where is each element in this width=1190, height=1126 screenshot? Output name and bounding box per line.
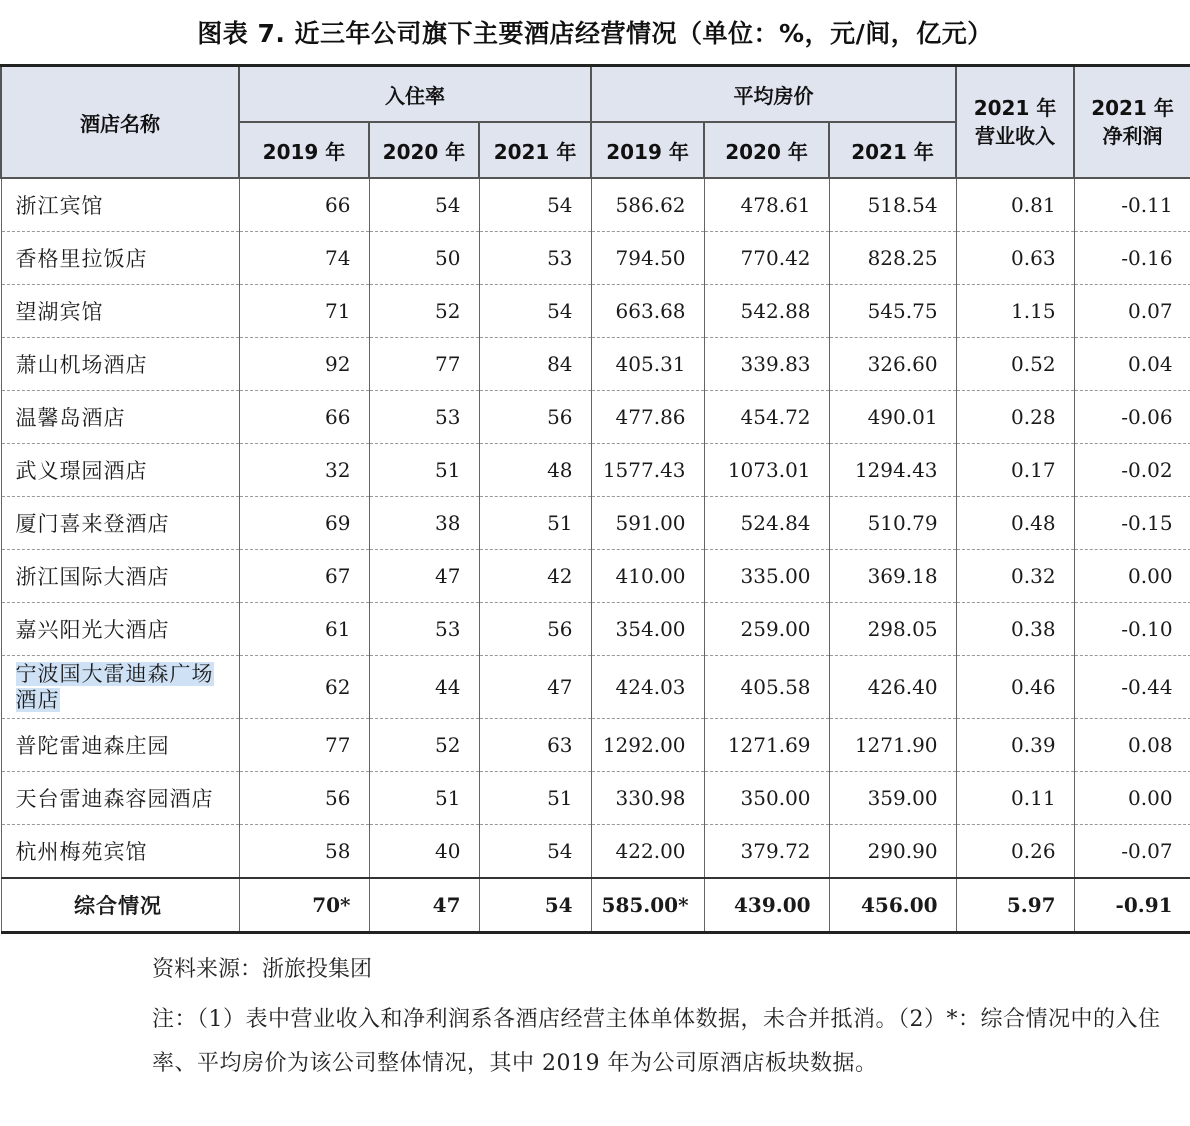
value-cell: 0.52	[956, 338, 1074, 391]
value-cell: -0.16	[1074, 232, 1190, 285]
value-cell: 53	[369, 603, 479, 656]
value-cell: 828.25	[829, 232, 956, 285]
table-row	[1, 232, 1190, 285]
hotel-name-cell	[1, 285, 239, 338]
value-cell: 1577.43	[591, 444, 704, 497]
hotel-name-cell	[1, 603, 239, 656]
source-note: 资料来源：浙旅投集团	[152, 957, 373, 982]
value-cell: 259.00	[704, 603, 829, 656]
value-cell: 0.00	[1074, 772, 1190, 825]
value-cell: 330.98	[591, 772, 704, 825]
value-cell: 52	[369, 719, 479, 772]
value-cell: 0.08	[1074, 719, 1190, 772]
header-hotel-name: 酒店名称	[1, 66, 239, 179]
value-cell: 1271.90	[829, 719, 956, 772]
hotel-name-cell	[1, 656, 239, 719]
value-cell: -0.44	[1074, 656, 1190, 719]
total-value-cell: 439.00	[704, 878, 829, 933]
value-cell: 71	[239, 285, 369, 338]
value-cell: 67	[239, 550, 369, 603]
value-cell: 40	[369, 825, 479, 879]
value-cell: 44	[369, 656, 479, 719]
hotel-name-cell	[1, 338, 239, 391]
value-cell: 298.05	[829, 603, 956, 656]
value-cell: 1294.43	[829, 444, 956, 497]
value-cell: 0.39	[956, 719, 1074, 772]
hotel-name-cell	[1, 497, 239, 550]
value-cell: 0.07	[1074, 285, 1190, 338]
hotel-name-cell	[1, 178, 239, 232]
value-cell: -0.07	[1074, 825, 1190, 879]
table-row	[1, 603, 1190, 656]
value-cell: 0.00	[1074, 550, 1190, 603]
value-cell: 54	[479, 825, 591, 879]
table-body	[1, 178, 1190, 933]
value-cell: 0.11	[956, 772, 1074, 825]
total-value-cell: 456.00	[829, 878, 956, 933]
header-occupancy: 入住率	[239, 66, 591, 123]
value-cell: 0.81	[956, 178, 1074, 232]
value-cell: 77	[369, 338, 479, 391]
value-cell: 53	[369, 391, 479, 444]
value-cell: 48	[479, 444, 591, 497]
value-cell: 354.00	[591, 603, 704, 656]
hotel-name-cell	[1, 772, 239, 825]
value-cell: 478.61	[704, 178, 829, 232]
table-row	[1, 825, 1190, 879]
value-cell: 92	[239, 338, 369, 391]
table-row	[1, 391, 1190, 444]
value-cell: 52	[369, 285, 479, 338]
header-revenue-2021: 2021 年 营业收入	[956, 66, 1074, 179]
total-value-cell: 70*	[239, 878, 369, 933]
hotel-name: 厦门喜来登酒店	[15, 512, 170, 536]
hotel-name-cell	[1, 825, 239, 879]
value-cell: 77	[239, 719, 369, 772]
hotel-name: 浙江国际大酒店	[15, 565, 170, 589]
value-cell: 32	[239, 444, 369, 497]
header-year: 2020 年	[704, 122, 829, 178]
table-row	[1, 772, 1190, 825]
value-cell: 1.15	[956, 285, 1074, 338]
value-cell: 339.83	[704, 338, 829, 391]
value-cell: 56	[479, 391, 591, 444]
value-cell: 42	[479, 550, 591, 603]
value-cell: 0.38	[956, 603, 1074, 656]
table-row	[1, 338, 1190, 391]
value-cell: 51	[479, 497, 591, 550]
value-cell: 454.72	[704, 391, 829, 444]
value-cell: 510.79	[829, 497, 956, 550]
value-cell: -0.11	[1074, 178, 1190, 232]
header-year: 2021 年	[829, 122, 956, 178]
value-cell: 422.00	[591, 825, 704, 879]
value-cell: 58	[239, 825, 369, 879]
value-cell: 405.31	[591, 338, 704, 391]
value-cell: 69	[239, 497, 369, 550]
value-cell: -0.06	[1074, 391, 1190, 444]
value-cell: 290.90	[829, 825, 956, 879]
total-label: 综合情况	[1, 878, 239, 933]
value-cell: 84	[479, 338, 591, 391]
table-row	[1, 178, 1190, 232]
header-year: 2021 年	[479, 122, 591, 178]
hotel-name: 宁波国大雷迪森广场酒店	[15, 662, 214, 712]
value-cell: 54	[369, 178, 479, 232]
total-value-cell: 585.00*	[591, 878, 704, 933]
value-cell: 424.03	[591, 656, 704, 719]
value-cell: 0.32	[956, 550, 1074, 603]
value-cell: -0.10	[1074, 603, 1190, 656]
value-cell: 0.28	[956, 391, 1074, 444]
hotel-name: 杭州梅苑宾馆	[15, 840, 148, 864]
value-cell: 1292.00	[591, 719, 704, 772]
total-row	[1, 878, 1190, 933]
value-cell: 47	[369, 550, 479, 603]
value-cell: 326.60	[829, 338, 956, 391]
value-cell: 359.00	[829, 772, 956, 825]
table-row	[1, 656, 1190, 719]
header-year: 2019 年	[239, 122, 369, 178]
hotel-name: 温馨岛酒店	[15, 406, 126, 430]
hotel-name: 浙江宾馆	[15, 194, 104, 218]
value-cell: 1271.69	[704, 719, 829, 772]
hotel-name-cell	[1, 550, 239, 603]
value-cell: 61	[239, 603, 369, 656]
value-cell: 54	[479, 285, 591, 338]
total-value-cell: 47	[369, 878, 479, 933]
value-cell: 0.17	[956, 444, 1074, 497]
table-row	[1, 444, 1190, 497]
value-cell: 56	[479, 603, 591, 656]
hotel-name-cell	[1, 391, 239, 444]
hotel-name: 普陀雷迪森庄园	[15, 734, 170, 758]
hotel-name: 武义璟园酒店	[15, 459, 148, 483]
value-cell: 0.48	[956, 497, 1074, 550]
value-cell: 379.72	[704, 825, 829, 879]
value-cell: 66	[239, 391, 369, 444]
hotel-name: 香格里拉饭店	[15, 247, 148, 271]
hotel-name-cell	[1, 719, 239, 772]
value-cell: 47	[479, 656, 591, 719]
value-cell: 350.00	[704, 772, 829, 825]
hotel-name: 天台雷迪森容园酒店	[15, 787, 214, 811]
figure-title: 图表 7. 近三年公司旗下主要酒店经营情况（单位：%，元/间，亿元）	[197, 19, 993, 48]
hotel-name: 望湖宾馆	[15, 300, 104, 324]
value-cell: 545.75	[829, 285, 956, 338]
value-cell: 62	[239, 656, 369, 719]
value-cell: -0.02	[1074, 444, 1190, 497]
table-row	[1, 497, 1190, 550]
total-value-cell: 5.97	[956, 878, 1074, 933]
table-row	[1, 285, 1190, 338]
value-cell: 1073.01	[704, 444, 829, 497]
value-cell: 770.42	[704, 232, 829, 285]
header-year: 2020 年	[369, 122, 479, 178]
value-cell: 335.00	[704, 550, 829, 603]
value-cell: 54	[479, 178, 591, 232]
value-cell: 0.46	[956, 656, 1074, 719]
value-cell: 74	[239, 232, 369, 285]
header-year: 2019 年	[591, 122, 704, 178]
hotel-name-cell	[1, 232, 239, 285]
value-cell: 490.01	[829, 391, 956, 444]
value-cell: 663.68	[591, 285, 704, 338]
value-cell: 524.84	[704, 497, 829, 550]
value-cell: 426.40	[829, 656, 956, 719]
value-cell: 0.04	[1074, 338, 1190, 391]
table-row	[1, 550, 1190, 603]
hotel-operations-table	[0, 64, 1190, 934]
value-cell: 369.18	[829, 550, 956, 603]
value-cell: 53	[479, 232, 591, 285]
value-cell: 405.58	[704, 656, 829, 719]
total-value-cell: -0.91	[1074, 878, 1190, 933]
value-cell: 50	[369, 232, 479, 285]
value-cell: 410.00	[591, 550, 704, 603]
value-cell: 66	[239, 178, 369, 232]
footnote: 注：（1）表中营业收入和净利润系各酒店经营主体单体数据，未合并抵消。（2）*：综合情况中的入住率、平均房价为该公司整体情况，其中 2019 年为公司原酒店板块数据。	[152, 1007, 1161, 1076]
value-cell: 542.88	[704, 285, 829, 338]
value-cell: 51	[479, 772, 591, 825]
value-cell: 51	[369, 772, 479, 825]
value-cell: -0.15	[1074, 497, 1190, 550]
value-cell: 38	[369, 497, 479, 550]
table-row	[1, 719, 1190, 772]
header-profit-2021: 2021 年 净利润	[1074, 66, 1190, 179]
value-cell: 63	[479, 719, 591, 772]
value-cell: 586.62	[591, 178, 704, 232]
value-cell: 51	[369, 444, 479, 497]
hotel-name: 嘉兴阳光大酒店	[15, 618, 170, 642]
value-cell: 591.00	[591, 497, 704, 550]
value-cell: 0.63	[956, 232, 1074, 285]
value-cell: 794.50	[591, 232, 704, 285]
hotel-name: 萧山机场酒店	[15, 353, 148, 377]
value-cell: 56	[239, 772, 369, 825]
total-value-cell: 54	[479, 878, 591, 933]
value-cell: 0.26	[956, 825, 1074, 879]
hotel-name-cell	[1, 444, 239, 497]
value-cell: 518.54	[829, 178, 956, 232]
header-avg-price: 平均房价	[591, 66, 956, 123]
value-cell: 477.86	[591, 391, 704, 444]
